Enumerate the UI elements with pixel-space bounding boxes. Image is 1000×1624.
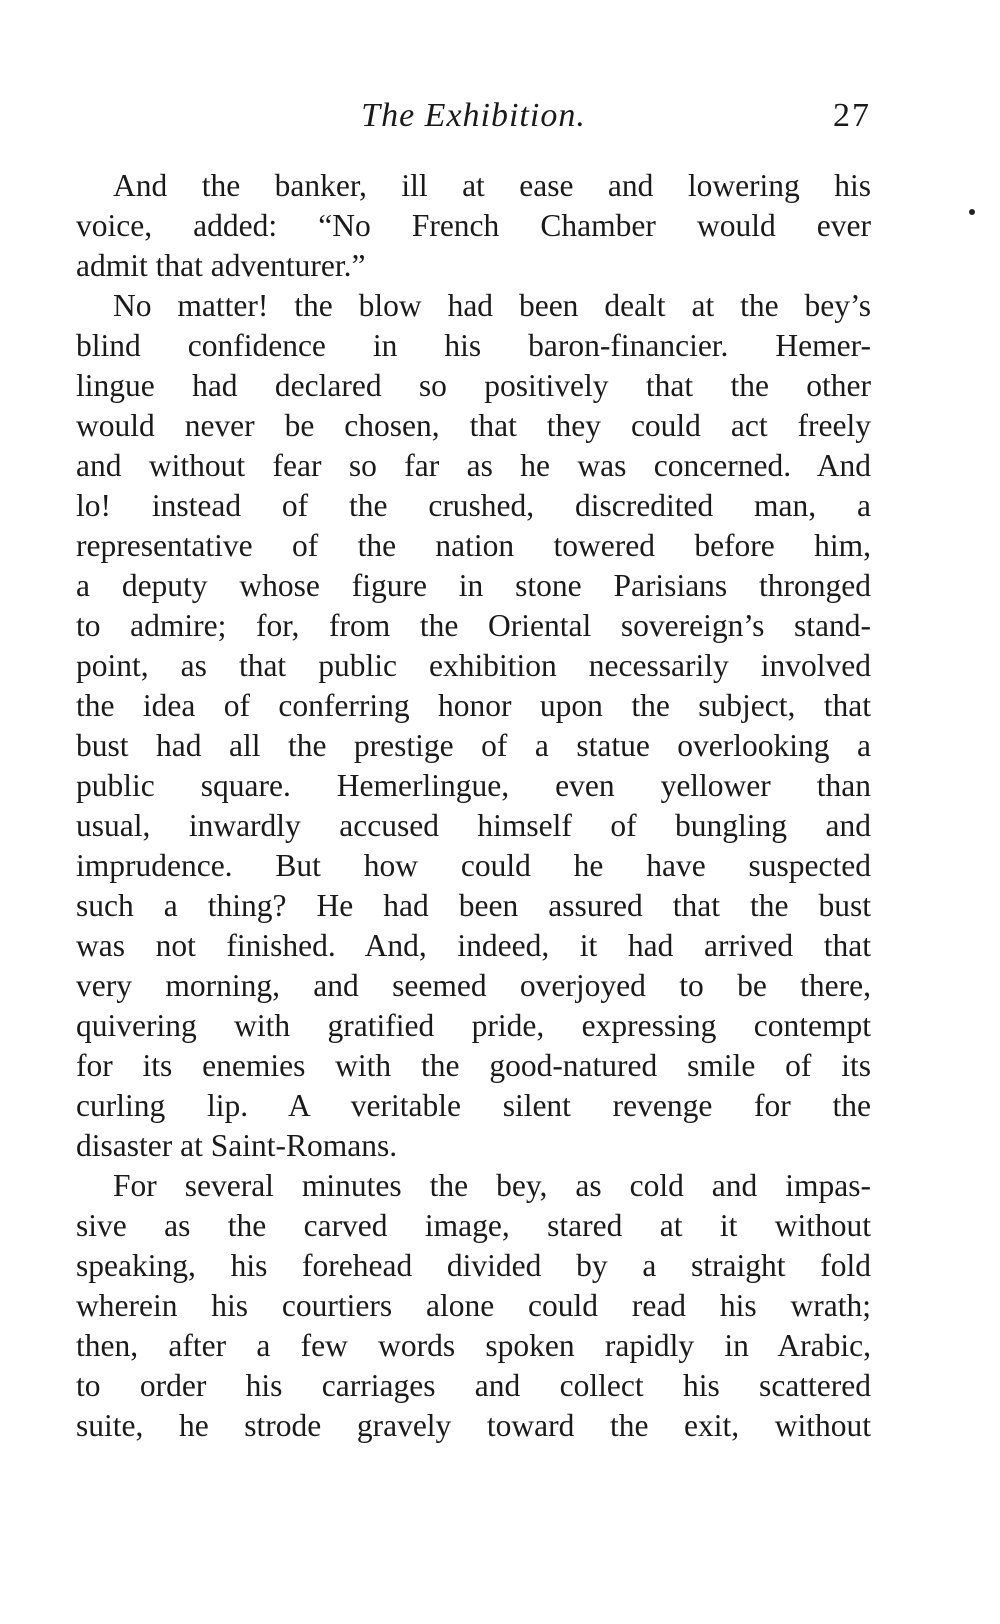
text-line: usual, inwardly accused himself of bungling and: [76, 808, 871, 843]
text-line: admit that adventurer.”: [76, 248, 366, 283]
text-line: wherein his courtiers alone could read his wrath;: [76, 1288, 871, 1323]
text-line: sive as the carved image, stared at it without: [76, 1208, 871, 1243]
text-line: For several minutes the bey, as cold and impas-: [113, 1168, 871, 1203]
text-line: voice, added: “No French Chamber would ever: [76, 208, 871, 243]
running-title: The Exhibition.: [361, 97, 586, 134]
text-line: lingue had declared so positively that the other: [76, 368, 871, 403]
text-line: and without fear so far as he was concerned. And: [76, 448, 871, 483]
text-line: very morning, and seemed overjoyed to be there,: [76, 968, 871, 1003]
text-line: bust had all the prestige of a statue overlooking a: [76, 728, 871, 763]
text-line: blind confidence in his baron-financier. Hemer-: [76, 328, 871, 363]
text-line: No matter! the blow had been dealt at the bey’s: [113, 288, 871, 323]
text-line: public square. Hemerlingue, even yellower than: [76, 768, 871, 803]
text-line: disaster at Saint-Romans.: [76, 1128, 398, 1163]
text-line: curling lip. A veritable silent revenge for the: [76, 1088, 871, 1123]
text-line: would never be chosen, that they could act freely: [76, 408, 871, 443]
text-line: to order his carriages and collect his scattered: [76, 1368, 871, 1403]
text-line: for its enemies with the good-natured smile of its: [76, 1048, 871, 1083]
text-line: lo! instead of the crushed, discredited man, a: [76, 488, 871, 523]
text-line: representative of the nation towered before him,: [76, 528, 871, 563]
text-line: was not finished. And, indeed, it had arrived that: [76, 928, 871, 963]
text-line: the idea of conferring honor upon the subject, that: [76, 688, 871, 723]
page-header: [76, 97, 871, 147]
margin-dot-mark: [969, 209, 975, 215]
body-text: [76, 166, 871, 1446]
text-line: a deputy whose figure in stone Parisians thronged: [76, 568, 871, 603]
text-line: speaking, his forehead divided by a straight fold: [76, 1248, 871, 1283]
text-line: And the banker, ill at ease and lowering his: [113, 168, 871, 203]
text-line: such a thing? He had been assured that the bust: [76, 888, 871, 923]
text-line: point, as that public exhibition necessarily involved: [76, 648, 871, 683]
page-number: 27: [833, 97, 871, 134]
text-line: imprudence. But how could he have suspected: [76, 848, 871, 883]
text-line: suite, he strode gravely toward the exit, without: [76, 1408, 871, 1443]
text-line: to admire; for, from the Oriental sovereign’s stand-: [76, 608, 871, 643]
text-line: quivering with gratified pride, expressing contempt: [76, 1008, 871, 1043]
text-line: then, after a few words spoken rapidly in Arabic,: [76, 1328, 871, 1363]
